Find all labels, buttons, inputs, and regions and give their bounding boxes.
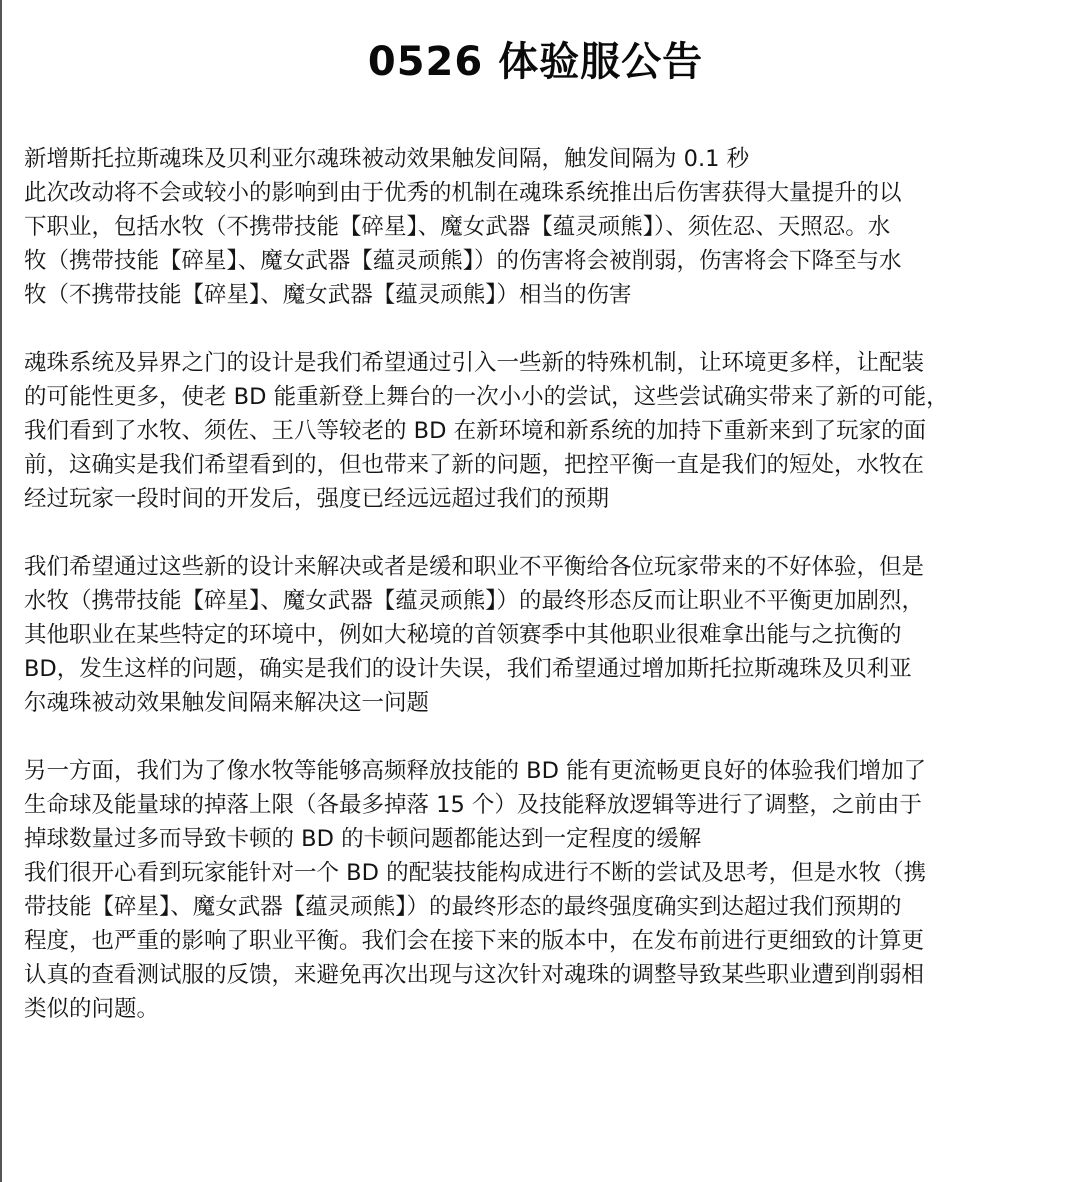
text-line: 此次改动将不会或较小的影响到由于优秀的机制在魂珠系统推出后伤害获得大量提升的以 xyxy=(24,180,902,206)
text-line: 经过玩家一段时间的开发后，强度已经远远超过我们的预期 xyxy=(24,486,610,512)
text-line: 新增斯托拉斯魂珠及贝利亚尔魂珠被动效果触发间隔，触发间隔为 0.1 秒 xyxy=(24,146,750,172)
text-line: 水牧（携带技能【碎星】、魔女武器【蕴灵顽熊】）的最终形态反而让职业不平衡更加剧烈， xyxy=(24,588,925,614)
text-line: 其他职业在某些特定的环境中，例如大秘境的首领赛季中其他职业很难拿出能与之抗衡的 xyxy=(24,622,902,648)
text-line: 另一方面，我们为了像水牧等能够高频释放技能的 BD 能有更流畅更良好的体验我们增加了 xyxy=(24,758,927,784)
text-line: 生命球及能量球的掉落上限（各最多掉落 15 个）及技能释放逻辑等进行了调整，之前由于 xyxy=(24,792,922,818)
paragraph-improvements xyxy=(24,754,1044,1026)
text-line: 魂珠系统及异界之门的设计是我们希望通过引入一些新的特殊机制，让环境更多样，让配装 xyxy=(24,350,925,376)
text-line: 掉球数量过多而导致卡顿的 BD 的卡顿问题都能达到一定程度的缓解 xyxy=(24,826,702,852)
paragraph-soul-bead-interval xyxy=(24,142,1044,312)
text-line: 我们希望通过这些新的设计来解决或者是缓和职业不平衡给各位玩家带来的不好体验，但是 xyxy=(24,554,925,580)
text-line: 类似的问题。 xyxy=(24,996,160,1022)
text-line: 尔魂珠被动效果触发间隔来解决这一问题 xyxy=(24,690,430,716)
text-line: 认真的查看测试服的反馈，来避免再次出现与这次针对魂珠的调整导致某些职业遭到削弱相 xyxy=(24,962,925,988)
page-title: 0526 体验服公告 xyxy=(367,39,704,85)
text-line: BD，发生这样的问题，确实是我们的设计失误，我们希望通过增加斯托拉斯魂珠及贝利亚 xyxy=(24,656,912,682)
paragraph-design-intent xyxy=(24,346,1044,516)
text-line: 的可能性更多，使老 BD 能重新登上舞台的一次小小的尝试，这些尝试确实带来了新的可能， xyxy=(24,384,949,410)
text-line: 我们看到了水牧、须佐、王八等较老的 BD 在新环境和新系统的加持下重新来到了玩家的面 xyxy=(24,418,927,444)
announcement-body xyxy=(24,142,1044,1026)
paragraph-balance-issue xyxy=(24,550,1044,720)
text-line: 下职业，包括水牧（不携带技能【碎星】、魔女武器【蕴灵顽熊】）、须佐忍、天照忍。水 xyxy=(24,214,891,240)
text-line: 我们很开心看到玩家能针对一个 BD 的配装技能构成进行不断的尝试及思考，但是水牧（携 xyxy=(24,860,927,886)
text-line: 程度，也严重的影响了职业平衡。我们会在接下来的版本中，在发布前进行更细致的计算更 xyxy=(24,928,925,954)
text-line: 带技能【碎星】、魔女武器【蕴灵顽熊】）的最终形态的最终强度确实到达超过我们预期的 xyxy=(24,894,902,920)
text-line: 牧（不携带技能【碎星】、魔女武器【蕴灵顽熊】）相当的伤害 xyxy=(24,282,632,308)
text-line: 牧（携带技能【碎星】、魔女武器【蕴灵顽熊】）的伤害将会被削弱，伤害将会下降至与水 xyxy=(24,248,902,274)
text-line: 前，这确实是我们希望看到的，但也带来了新的问题，把控平衡一直是我们的短处，水牧在 xyxy=(24,452,925,478)
